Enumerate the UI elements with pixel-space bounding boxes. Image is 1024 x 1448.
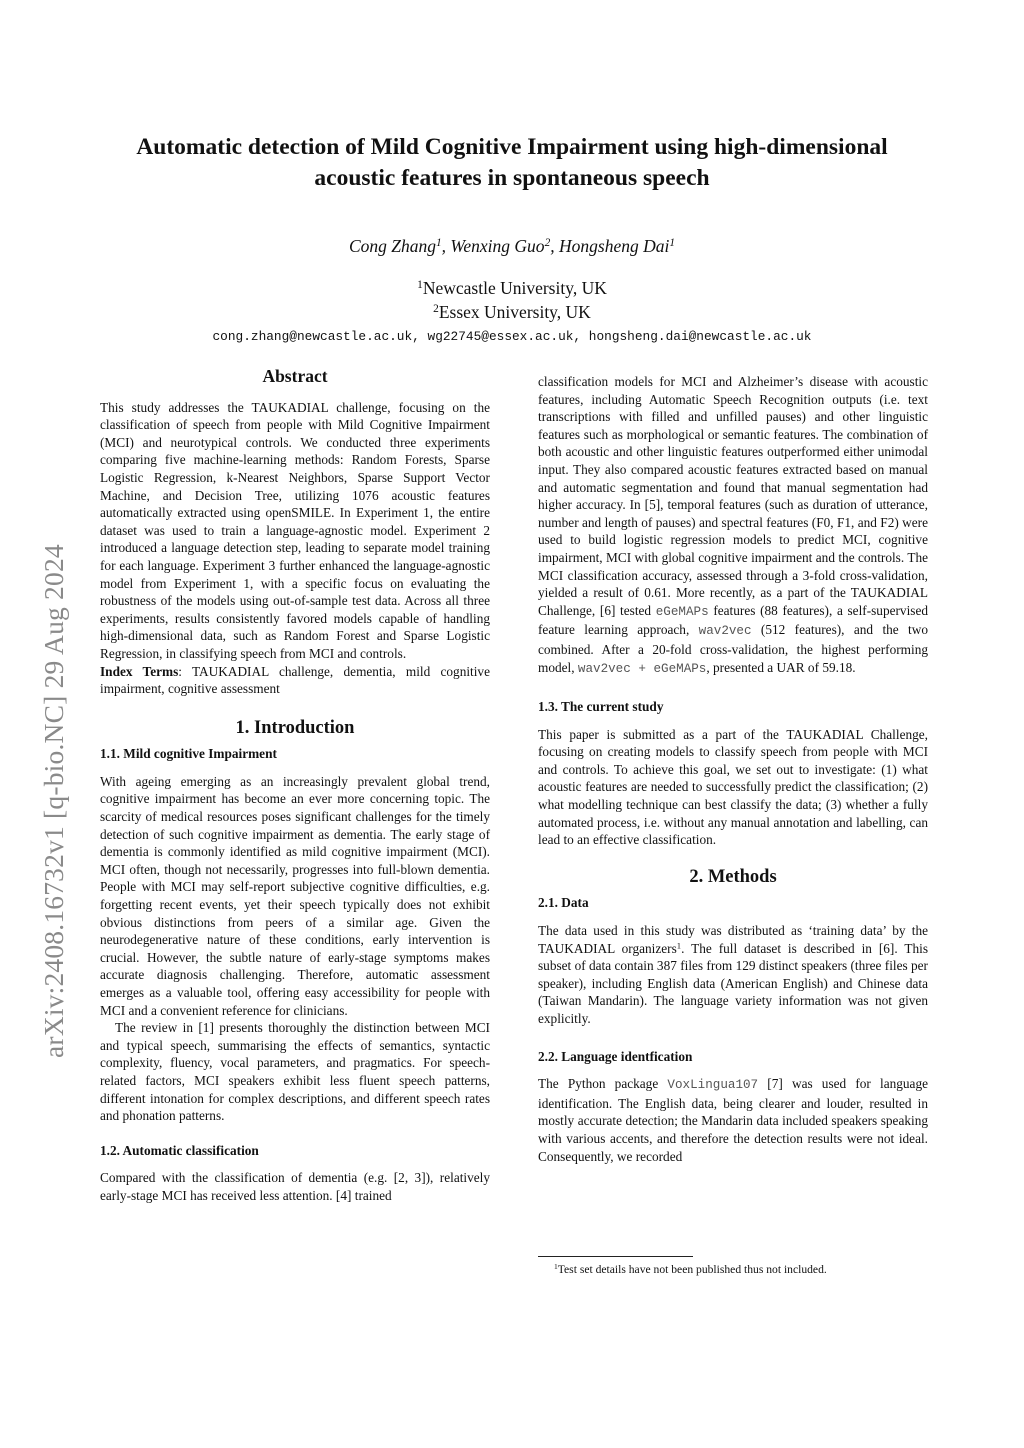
right-column (538, 373, 928, 1165)
footnote (538, 1262, 928, 1277)
paragraph: With ageing emerging as an increasingly prevalent global trend, cognitive impairment has become an ever more concerning topic. The scarcity of medical resources poses significant challenges for the timely detection of such cognitive impairment as dementia. The early stage of dementia is commonly identified as mild cognitive impairment (MCI). MCI often, though not necessarily, progresses into full-blown dementia. People with MCI may self-report subjective cognitive difficulties, e.g. forgetting recent events, yet their speech typically does not exhibit obvious distinctions from peers of a similar age. Given the neurodegenerative nature of these conditions, early intervention is crucial. However, the subtle nature of early-stage symptoms makes accurate diagnosis challenging. Therefore, automatic assessment emerges as a valuable tool, offering easy accessibility for people with MCI and a convenient reference for clinicians. (100, 773, 490, 1018)
paragraph: Compared with the classification of dementia (e.g. [2, 3]), relatively early-stage MCI has received less attention. [4] trained (100, 1170, 490, 1203)
abstract-heading: Abstract (262, 366, 328, 386)
affiliations (100, 276, 924, 324)
author-name: Wenxing Guo (450, 236, 545, 256)
arxiv-stamp: arXiv:2408.16732v1 [q-bio.NC] 29 Aug 2024 (38, 544, 69, 1058)
footnote-mark: 1 (554, 1261, 558, 1271)
author-emails: cong.zhang@newcastle.ac.uk, wg22745@essex.ac.uk, hongsheng.dai@newcastle.ac.uk (212, 329, 812, 344)
paragraph-text: , presented a UAR of 59.18. (706, 659, 856, 675)
affiliation-text: Essex University, UK (438, 302, 591, 322)
subsection-heading: 2.2. Language identfication (538, 1048, 693, 1064)
paper-title (100, 132, 924, 194)
code-term: VoxLingua107 (667, 1078, 759, 1093)
code-term: eGeMAPs (655, 604, 709, 619)
paragraph-text: (512 features), and the two combined. After a 20-fold cross-validation, the highest performing model, (538, 622, 928, 675)
author-name: Cong Zhang (348, 236, 436, 256)
affil-mark: 2 (433, 302, 439, 315)
subsection-heading: 1.1. Mild cognitive Impairment (100, 746, 277, 762)
paragraph-text: classification models for MCI and Alzheimer’s disease with acoustic features, including Automatic Speech Recognition outputs (i.e. text transcriptions with filled and unfilled pauses) and other linguistic features such as morphological or semantic features. The combination of both acoustic and other linguistic features outperformed either unimodal input. They also compared acoustic features extracted based on manual and automatic segmentation and found that manual segmentation had higher accuracy. In [5], temporal features (such as duration of utterance, number and length of pauses) and spectral features (F0, F1, and F2) were used to build logistic regression models to predict MCI, cognitive impairment, MCI with global cognitive impairment and the controls. The MCI classification accuracy, assessed through a 3-fold cross-validation, yielded a result of 0.61. More recently, as a part of the TAUKADIAL Challenge, [6] tested (538, 374, 928, 618)
footnote-text: Test set details have not been published thus not included. (557, 1263, 827, 1276)
abstract-body: This study addresses the TAUKADIAL challenge, focusing on the classification of speech from people with Mild Cognitive Impairment (MCI) and neurotypical controls. We conducted three experiments comparing five machine-learning methods: Random Forests, Sparse Logistic Regression, k-Nearest Neighbors, Sparse Support Vector Machine, and Decision Tree, utilizing 1076 acoustic features automatically extracted using openSMILE. In Experiment 1, the entire dataset was used to train a language-agnostic model. Experiment 2 introduced a language detection step, leading to separate model training for each language. Experiment 3 further enhanced the language-agnostic model from Experiment 1, with a specific focus on evaluating the robustness of the models using out-of-sample test data. Across all three experiments, results consistently favored models capable of handling high-dimensional data, such as Random Forest and Sparse Logistic Regression, in classifying speech from MCI and controls. (100, 399, 490, 661)
section-heading-methods: 2. Methods (689, 866, 777, 887)
index-terms-label: Index Terms (100, 663, 179, 679)
author-name: Hongsheng Dai (559, 236, 670, 256)
subsection-heading: 1.3. The current study (538, 699, 664, 715)
paragraph (538, 1075, 928, 1165)
paragraph-text: features (88 features), a self-supervised feature learning approach, (538, 602, 929, 638)
paragraph (538, 373, 928, 678)
footnote-divider (538, 1256, 693, 1257)
affiliation-text: Newcastle University, UK (422, 278, 607, 298)
affiliation-2 (100, 300, 924, 324)
affil-mark: 1 (669, 236, 676, 249)
affil-mark: 1 (435, 236, 442, 249)
title-line-1: Automatic detection of Mild Cognitive Impairment using high-dimensional (136, 134, 888, 160)
paragraph-text: The Python package (538, 1076, 659, 1092)
paragraph-text: [7] was used for language identification. The English data, being clearer and louder, resulted in mostly accurate detection; the Mandarin data included speakers speaking with various accents, and therefore the detection results were not ideal. Consequently, we recorded (538, 1076, 929, 1164)
subsection-heading: 1.2. Automatic classification (100, 1142, 259, 1158)
code-term: wav2vec + eGeMAPs (577, 661, 707, 676)
affiliation-1 (100, 276, 924, 300)
paragraph-text: . The full dataset is described in [6]. This subset of data contain 387 files from 129 distinct speakers (three files per speaker), including English data (American English) and Chinese data (Taiwan Mandarin). The language variety information was not given explicitly. (538, 940, 928, 1026)
left-column (100, 368, 490, 1205)
paragraph (538, 922, 928, 1028)
footnote-mark: 1 (676, 939, 682, 950)
affil-mark: 2 (544, 236, 551, 249)
subsection-heading: 2.1. Data (538, 895, 589, 911)
index-terms (100, 663, 490, 698)
paragraph-text: The data used in this study was distributed as ‘training data’ by the TAUKADIAL organizers (538, 923, 928, 956)
paragraph: The review in [1] presents thoroughly the distinction between MCI and typical speech, summarising the effects of semantics, syntactic complexity, fluency, vocal parameters, and pragmatics. For speech-related factors, MCI speakers exhibit less fluent speech patterns, different intonation for complex descriptions, and different speech rates and phonation patterns. (100, 1020, 490, 1124)
section-heading-introduction: 1. Introduction (235, 717, 355, 738)
title-line-2: acoustic features in spontaneous speech (314, 165, 710, 191)
author-list: Cong Zhang$^1$, Wenxing Guo$^2$, Hongsheng Dai$^1$ (348, 236, 676, 256)
index-terms-text: : TAUKADIAL challenge, dementia, mild cognitive impairment, cognitive assessment (100, 663, 490, 697)
code-term: wav2vec (698, 624, 752, 639)
affil-mark: 1 (417, 278, 423, 291)
paragraph: This paper is submitted as a part of the TAUKADIAL Challenge, focusing on creating models to classify speech from people with MCI and controls. To achieve this goal, we set out to investigate: (1) what acoustic features are needed to successfully predict the classification; (2) what modelling technique can best classify the data; (3) whether a fully automated process, i.e. without any manual annotation and labelling, can lead to an effective classification. (538, 726, 928, 848)
